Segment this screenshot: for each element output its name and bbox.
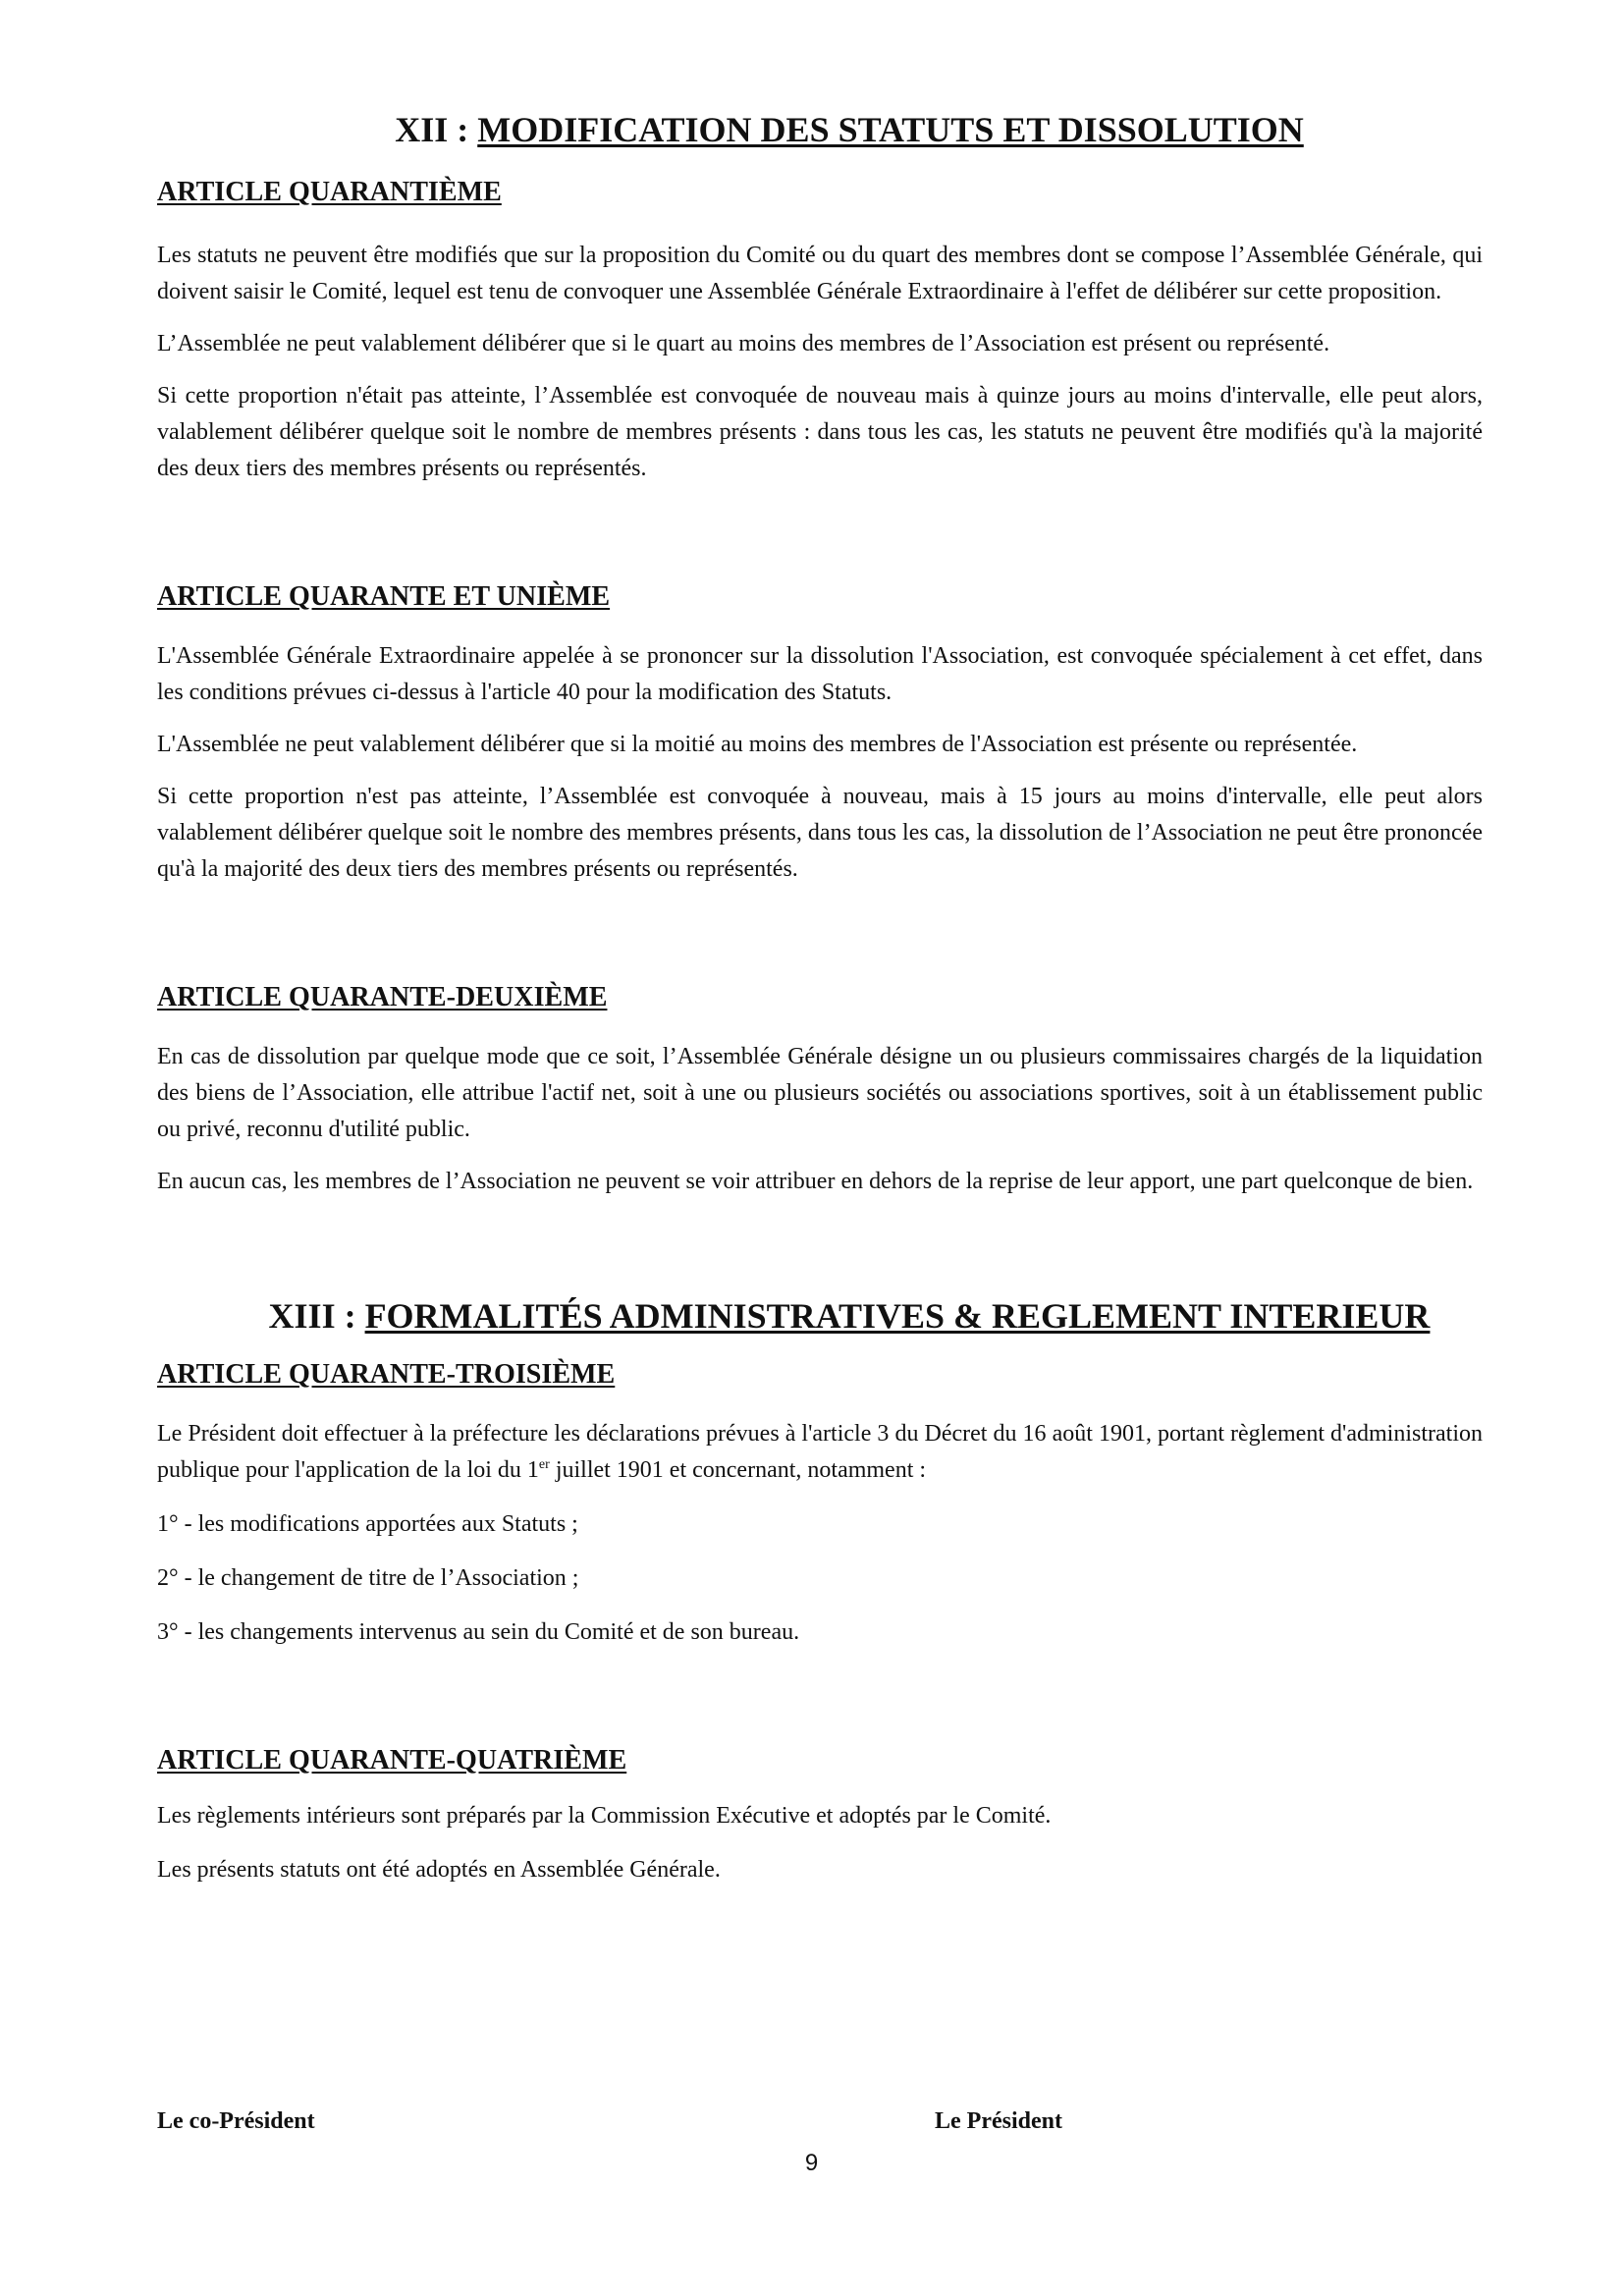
page-number: 9 [804,2150,819,2176]
article-41-title: ARTICLE QUARANTE ET UNIÈME [157,581,611,612]
article-44-title: ARTICLE QUARANTE-QUATRIÈME [157,1745,627,1776]
article-43-text: Le Président doit effectuer à la préfecture les déclarations prévues à l'article 3 du Décret du 16 août 1901, portant règlement d'administration publique pour l'application de la loi du 1 [157,1421,1483,1483]
article-41-paragraph-1: L'Assemblée Générale Extraordinaire appelée à se prononcer sur la dissolution l'Association, est convoquée spécialement à cet effet, dans les conditions prévues ci-dessus à l'article 40 pour la modification des Statuts. [157,643,1483,705]
article-42-title: ARTICLE QUARANTE-DEUXIÈME [157,982,608,1012]
section-heading-xiii [216,1296,1483,1336]
article-40-paragraph-1: Les statuts ne peuvent être modifiés que sur la proposition du Comité ou du quart des membres dont se compose l’Assemblée Générale, qui doivent saisir le Comité, lequel est tenu de convoquer une Assemblée Générale Extraordinaire à l'effet de délibérer sur cette proposition. [157,243,1483,304]
list-item: 3° - les changements intervenus au sein du Comité et de son bureau. [157,1619,800,1645]
signature-row [157,2104,1483,2143]
section-title: FORMALITÉS ADMINISTRATIVES & REGLEMENT INTERIEUR [364,1296,1431,1336]
section-number: XIII : [268,1296,365,1336]
list-item: 1° - les modifications apportées aux Statuts ; [157,1511,578,1537]
article-44-paragraph-1: Les règlements intérieurs sont préparés par la Commission Exécutive et adoptés par le Comité. [157,1803,1052,1829]
article-40-paragraph-2: L’Assemblée ne peut valablement délibérer que si le quart au moins des membres de l’Association est présent ou représenté. [157,331,1330,356]
section-title: MODIFICATION DES STATUTS ET DISSOLUTION [477,110,1304,149]
article-41-paragraph-2: L'Assemblée ne peut valablement délibérer que si la moitié au moins des membres de l'Association est présente ou représentée. [157,732,1358,757]
co-president-signature-label: Le co-Président [157,2108,315,2134]
list-item: 2° - le changement de titre de l’Association ; [157,1565,579,1591]
article-44-paragraph-2: Les présents statuts ont été adoptés en Assemblée Générale. [157,1857,721,1883]
article-42-paragraph-2: En aucun cas, les membres de l’Association ne peuvent se voir attribuer en dehors de la reprise de leur apport, une part quelconque de bien. [157,1169,1474,1194]
article-40-paragraph-3: Si cette proportion n'était pas atteinte, l’Assemblée est convoquée de nouveau mais à quinze jours au moins d'intervalle, elle peut alors, valablement délibérer quelque soit le nombre de membres présents : dans tous les cas, les statuts ne peuvent être modifiés qu'à la majorité des deux tiers des membres présents ou représentés. [157,383,1483,481]
article-42-paragraph-1: En cas de dissolution par quelque mode que ce soit, l’Assemblée Générale désigne un ou plusieurs commissaires chargés de la liquidation des biens de l’Association, elle attribue l'actif net, soit à une ou plusieurs sociétés ou associations sportives, soit à un établissement public ou privé, reconnu d'utilité public. [157,1044,1483,1142]
article-43-text-end: juillet 1901 et concernant, notamment : [549,1457,927,1483]
article-40-title: ARTICLE QUARANTIÈME [157,177,502,207]
section-number: XII : [395,110,478,149]
section-heading-xii [216,110,1483,149]
article-41-paragraph-3: Si cette proportion n'est pas atteinte, l’Assemblée est convoquée à nouveau, mais à 15 jours au moins d'intervalle, elle peut alors valablement délibérer quelque soit le nombre des membres présents, dans tous les cas, la dissolution de l’Association ne peut être prononcée qu'à la majorité des deux tiers des membres présents ou représentés. [157,784,1483,882]
article-43-title: ARTICLE QUARANTE-TROISIÈME [157,1359,616,1390]
president-signature-label: Le Président [935,2108,1062,2134]
superscript: er [538,1457,550,1472]
article-43-paragraph-1 [157,1416,1483,1489]
page-content [157,110,1483,1888]
